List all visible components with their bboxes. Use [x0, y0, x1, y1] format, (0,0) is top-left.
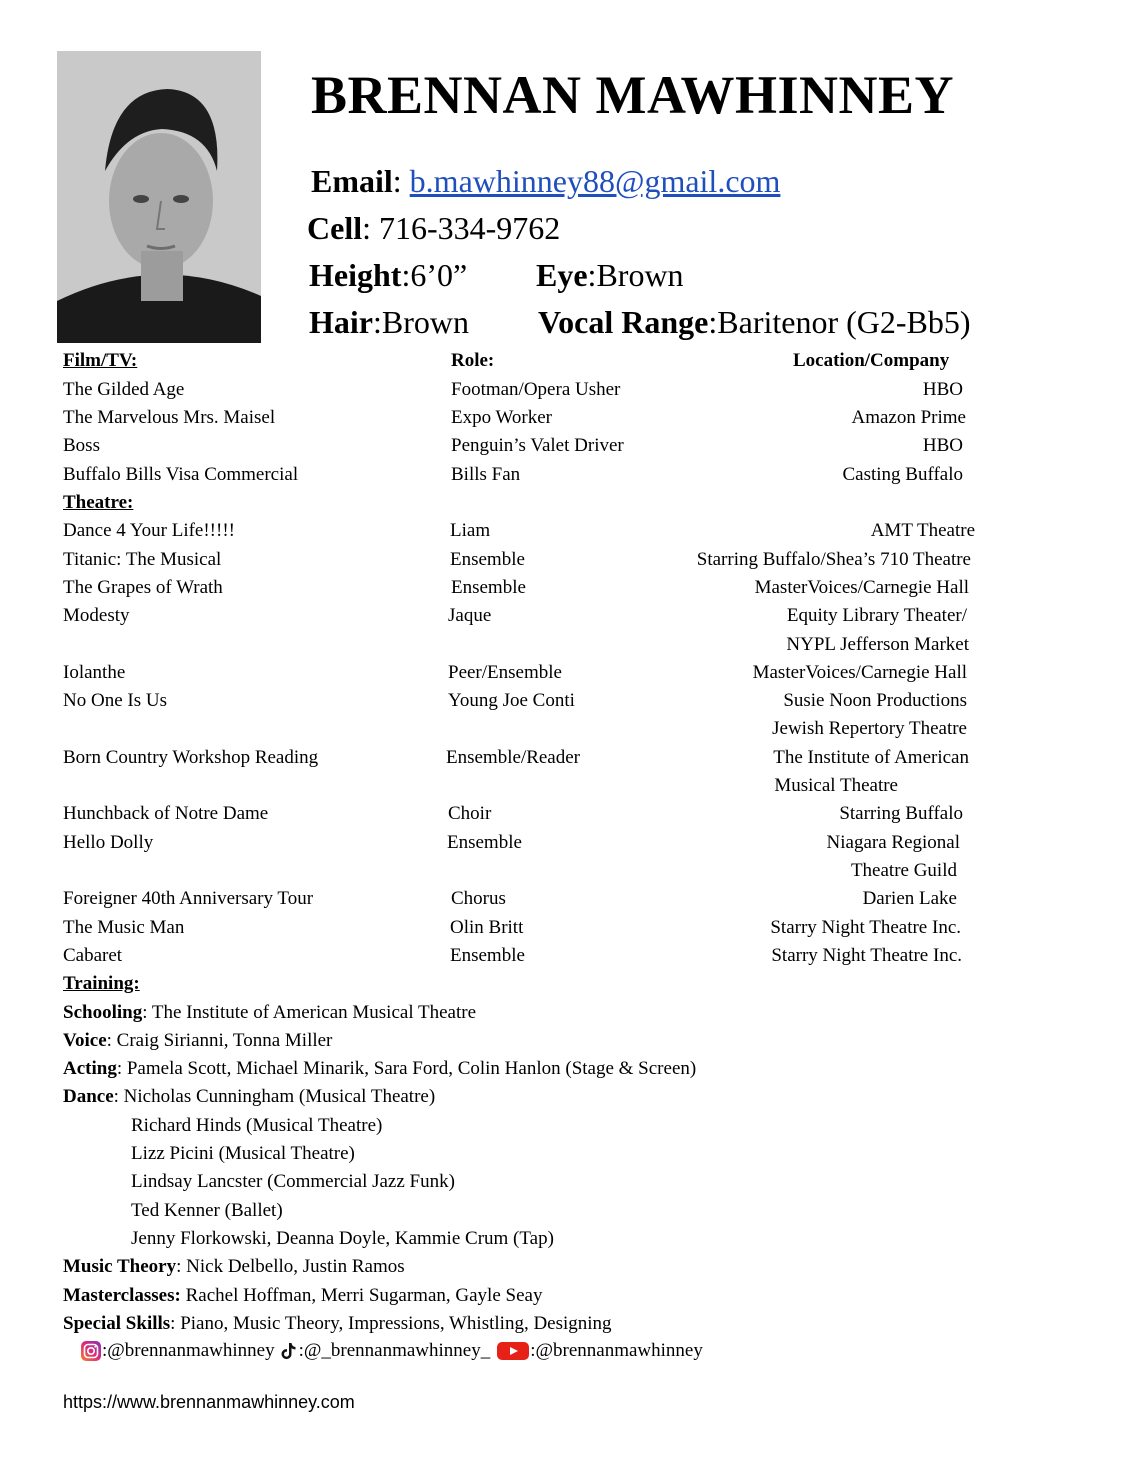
film-title: The Gilded Age — [63, 379, 185, 400]
film-location: Casting Buffalo — [842, 464, 963, 485]
website-link[interactable]: https://www.brennanmawhinney.com — [63, 1392, 355, 1412]
theatre-location: Starry Night Theatre Inc. — [771, 945, 962, 966]
film-title: Buffalo Bills Visa Commercial — [63, 464, 299, 485]
masterclasses-line — [63, 1285, 542, 1307]
theatre-title: Iolanthe — [63, 662, 126, 683]
dance-teacher: Jenny Florkowski, Deanna Doyle, Kammie Crum (Tap) — [131, 1228, 554, 1249]
film-title: Boss — [63, 435, 100, 456]
youtube-icon[interactable] — [496, 1340, 530, 1362]
vocal-range-value: Baritenor (G2-Bb5) — [717, 304, 971, 340]
youtube-handle[interactable]: :@brennanmawhinney — [530, 1340, 703, 1361]
theatre-role: Choir — [448, 803, 492, 824]
theatre-location: Susie Noon Productions — [783, 690, 967, 711]
music-theory-label: Music Theory — [63, 1256, 177, 1277]
acting-line — [63, 1058, 696, 1080]
theatre-location: Starring Buffalo — [839, 803, 963, 824]
dance-label: Dance — [63, 1086, 114, 1107]
theatre-title: Titanic: The Musical — [63, 549, 222, 570]
theatre-role: Chorus — [451, 888, 506, 909]
masterclasses-value: Rachel Hoffman, Merri Sugarman, Gayle Seay — [180, 1285, 543, 1306]
headshot-photo — [57, 51, 261, 343]
tiktok-handle[interactable]: :@_brennanmawhinney_ — [298, 1340, 491, 1361]
social-handles — [80, 1340, 703, 1362]
theatre-role: Ensemble/Reader — [446, 747, 581, 768]
theatre-title: Born Country Workshop Reading — [63, 747, 319, 768]
theatre-title: Hello Dolly — [63, 832, 154, 853]
film-location: Amazon Prime — [851, 407, 966, 428]
instagram-icon[interactable] — [80, 1340, 102, 1362]
height-label: Height — [309, 257, 402, 293]
eye-value: Brown — [596, 257, 684, 293]
theatre-location: The Institute of American — [773, 747, 969, 768]
theatre-title: Dance 4 Your Life!!!!! — [63, 520, 235, 541]
height-line: Height:6’0” — [309, 257, 468, 293]
email-link[interactable]: b.mawhinney88@gmail.com — [409, 163, 781, 199]
special-skills-line — [63, 1313, 612, 1335]
eye-label: Eye — [536, 257, 588, 293]
dance-teacher: Lindsay Lancster (Commercial Jazz Funk) — [131, 1171, 455, 1192]
theatre-title: The Grapes of Wrath — [63, 577, 223, 598]
acting-value: : Pamela Scott, Michael Minarik, Sara Ford, Colin Hanlon (Stage & Screen) — [116, 1058, 697, 1079]
email-line: Email: b.mawhinney88@gmail.com — [311, 163, 781, 199]
film-location: HBO — [922, 435, 963, 456]
theatre-role: Ensemble — [450, 945, 525, 966]
theatre-location: Equity Library Theater/ — [786, 605, 967, 626]
theatre-title: Cabaret — [63, 945, 123, 966]
theatre-location: MasterVoices/Carnegie Hall — [752, 662, 967, 683]
film-role: Bills Fan — [451, 464, 521, 485]
theatre-location: AMT Theatre — [870, 520, 975, 541]
schooling-line — [63, 1002, 476, 1024]
theatre-location-continued: Jewish Repertory Theatre — [772, 718, 967, 739]
theatre-location-continued: Musical Theatre — [774, 775, 898, 796]
theatre-role: Liam — [450, 520, 491, 541]
music-theory-line — [63, 1256, 405, 1278]
hair-line: Hair:Brown — [309, 304, 469, 340]
film-title: The Marvelous Mrs. Maisel — [63, 407, 276, 428]
theatre-title: Modesty — [63, 605, 130, 626]
dance-teacher: Lizz Picini (Musical Theatre) — [131, 1143, 355, 1164]
film-location: HBO — [922, 379, 963, 400]
cell-value: 716-334-9762 — [378, 210, 561, 246]
theatre-heading: Theatre: — [63, 492, 134, 513]
theatre-location: MasterVoices/Carnegie Hall — [754, 577, 969, 598]
email-label: Email — [311, 163, 393, 199]
film-role: Penguin’s Valet Driver — [451, 435, 624, 456]
theatre-location: Darien Lake — [862, 888, 957, 909]
film-tv-heading: Film/TV: — [63, 350, 138, 371]
theatre-title: No One Is Us — [63, 690, 167, 711]
theatre-location-continued: Theatre Guild — [850, 860, 957, 881]
tiktok-icon[interactable] — [277, 1340, 299, 1362]
vocal-range-label: Vocal Range — [538, 304, 709, 340]
special-skills-label: Special Skills — [63, 1313, 171, 1334]
theatre-title: Hunchback of Notre Dame — [63, 803, 269, 824]
theatre-role: Jaque — [448, 605, 492, 626]
film-role: Expo Worker — [451, 407, 553, 428]
special-skills-value: : Piano, Music Theory, Impressions, Whistling, Designing — [170, 1313, 612, 1334]
location-column-heading: Location/Company — [793, 350, 950, 371]
height-value: 6’0” — [410, 257, 468, 293]
role-column-heading: Role: — [451, 350, 495, 371]
music-theory-value: : Nick Delbello, Justin Ramos — [176, 1256, 405, 1277]
theatre-location: Starring Buffalo/Shea’s 710 Theatre — [696, 549, 971, 570]
cell-line: Cell: 716-334-9762 — [307, 210, 561, 246]
voice-label: Voice — [63, 1030, 107, 1051]
training-heading: Training: — [63, 973, 140, 994]
film-role: Footman/Opera Usher — [451, 379, 621, 400]
theatre-location: Starry Night Theatre Inc. — [770, 917, 961, 938]
schooling-label: Schooling — [63, 1002, 143, 1023]
cell-label: Cell — [307, 210, 363, 246]
theatre-role: Young Joe Conti — [448, 690, 575, 711]
eye-line: Eye:Brown — [536, 257, 684, 293]
theatre-role: Olin Britt — [450, 917, 524, 938]
theatre-location: Niagara Regional — [826, 832, 960, 853]
instagram-handle[interactable]: :@brennanmawhinney — [102, 1340, 275, 1361]
voice-line — [63, 1030, 332, 1052]
schooling-value: : The Institute of American Musical Theatre — [142, 1002, 477, 1023]
page-title: BRENNAN MAWHINNEY — [311, 65, 955, 125]
acting-label: Acting — [63, 1058, 117, 1079]
dance-line — [63, 1086, 435, 1108]
theatre-title: Foreigner 40th Anniversary Tour — [63, 888, 314, 909]
dance-teacher: Richard Hinds (Musical Theatre) — [131, 1115, 383, 1136]
hair-label: Hair — [309, 304, 373, 340]
hair-value: Brown — [381, 304, 469, 340]
dance-value: : Nicholas Cunningham (Musical Theatre) — [113, 1086, 436, 1107]
theatre-role: Peer/Ensemble — [448, 662, 562, 683]
theatre-role: Ensemble — [450, 549, 525, 570]
theatre-role: Ensemble — [451, 577, 526, 598]
voice-value: : Craig Sirianni, Tonna Miller — [106, 1030, 333, 1051]
theatre-location-continued: NYPL Jefferson Market — [786, 634, 969, 655]
theatre-role: Ensemble — [447, 832, 522, 853]
vocal-range-line: Vocal Range:Baritenor (G2-Bb5) — [538, 304, 971, 340]
masterclasses-label: Masterclasses: — [63, 1285, 181, 1306]
dance-teacher: Ted Kenner (Ballet) — [131, 1200, 283, 1221]
theatre-title: The Music Man — [63, 917, 185, 938]
